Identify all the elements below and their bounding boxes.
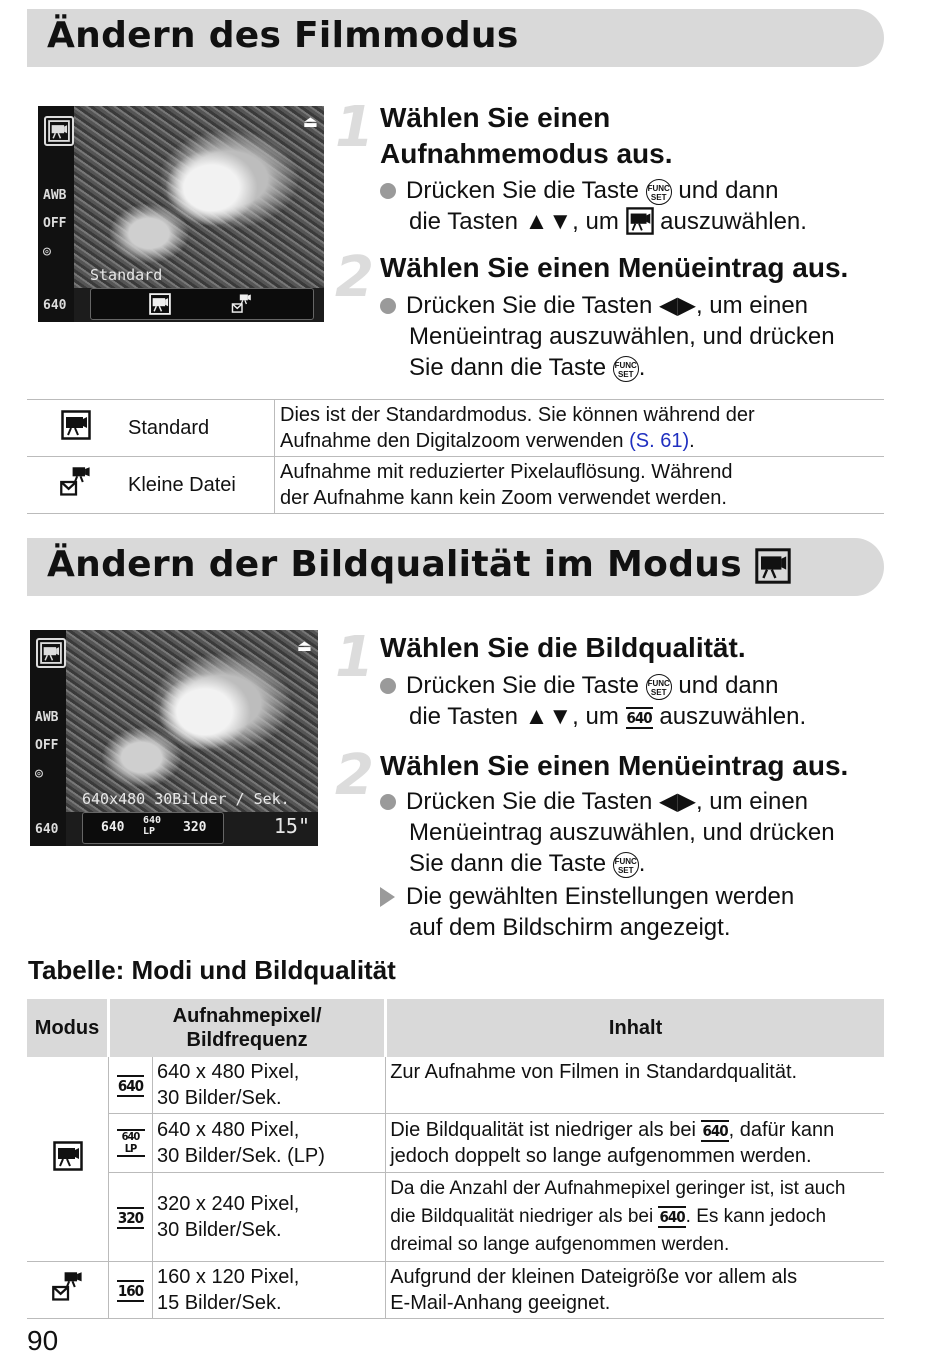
step1-title: Wählen Sie die Bildqualität. — [380, 632, 746, 663]
content-cell: Zur Aufnahme von Filmen in Standardqualität. — [386, 1057, 884, 1114]
quality-320-option: 320 — [183, 820, 207, 835]
content-cell: Aufgrund der kleinen Dateigröße vor allem als E-Mail-Anhang geeignet. — [386, 1262, 884, 1319]
awb-icon: AWB — [43, 188, 67, 203]
table-row — [27, 1114, 884, 1173]
movie-small-file-icon — [51, 1270, 85, 1304]
page-number: 90 — [27, 1325, 59, 1356]
step-number: 2 — [335, 743, 374, 808]
bullet-icon — [380, 794, 396, 810]
table-row — [27, 1057, 884, 1114]
header-pixels: Aufnahmepixel/ Bildfrequenz — [109, 999, 386, 1057]
step-number: 2 — [335, 245, 374, 310]
section-title: Ändern der Bildqualität im Modus — [47, 544, 791, 585]
step-number: 1 — [335, 95, 374, 160]
section-title: Ändern des Filmmodus — [47, 15, 519, 56]
awb-icon: AWB — [35, 710, 59, 725]
quality-640lp-icon: 640 LP — [117, 1129, 145, 1157]
movie-small-file-icon — [59, 465, 93, 499]
quality-640-icon: 640 — [659, 1207, 685, 1226]
quality-640-icon: 640 — [35, 822, 59, 837]
flash-off-icon: OFF — [35, 738, 59, 753]
section-header-film-mode — [27, 9, 884, 67]
dog-photo — [74, 106, 324, 288]
screen-sidebar — [38, 106, 74, 322]
quality-640-icon: 640 — [702, 1121, 728, 1140]
quality-640lp-option: 640 LP — [143, 815, 162, 837]
table-title: Tabelle: Modi und Bildqualität — [28, 955, 396, 985]
metering-icon: ◎ — [35, 766, 43, 781]
table-row — [27, 1262, 884, 1319]
quality-320-icon: 320 — [117, 1208, 144, 1227]
header-content: Inhalt — [386, 999, 884, 1057]
screen-caption: Standard — [90, 266, 163, 284]
pixel-rate: 160 x 120 Pixel, 15 Bilder/Sek. — [153, 1262, 386, 1319]
camera-screen-film-mode — [38, 106, 324, 322]
pixel-rate: 640 x 480 Pixel, 30 Bilder/Sek. — [153, 1057, 386, 1114]
table-row — [27, 457, 884, 514]
remaining-time: 15" — [273, 814, 310, 838]
header-mode: Modus — [27, 999, 109, 1057]
modes-quality-table — [27, 999, 884, 1319]
film-mode-table — [27, 399, 884, 514]
content-cell: Da die Anzahl der Aufnahmepixel geringer ist, ist auch die Bildqualität niedriger als bei 640. Es kann jedoch dreimal so lange aufgenommen werden. — [386, 1173, 884, 1262]
screen-sidebar — [30, 630, 66, 846]
step2-instruction: Drücken Sie die Tasten ◀▶, um einen Menüeintrag auszuwählen, und drücken Sie dann die Taste FUNC SET . — [380, 290, 835, 383]
step1-instruction: Drücken Sie die Taste FUNC SET und dann die Tasten ▲▼, um auszuwählen. — [380, 175, 807, 237]
table-row — [27, 400, 884, 457]
pixel-rate: 640 x 480 Pixel, 30 Bilder/Sek. (LP) — [153, 1114, 386, 1173]
mode-name: Standard — [124, 400, 275, 457]
movie-small-option-icon — [231, 293, 253, 315]
mode-description: Aufnahme mit reduzierter Pixelauflösung. Während der Aufnahme kann kein Zoom verwendet werden. — [275, 457, 885, 514]
func-set-button-icon: FUNC SET — [646, 179, 672, 205]
movie-mode-icon — [36, 638, 66, 668]
table-row — [27, 1173, 884, 1262]
step2-title: Wählen Sie einen Menüeintrag aus. — [380, 750, 849, 781]
flash-off-icon: OFF — [43, 216, 67, 231]
movie-mode-icon — [44, 116, 74, 146]
page-link[interactable]: (S. 61) — [629, 430, 690, 452]
section-header-image-quality — [27, 538, 884, 596]
screen-caption: 640x480 30Bilder / Sek. — [82, 790, 290, 808]
bullet-icon — [380, 298, 396, 314]
mode-options-bar — [90, 288, 314, 320]
step2-result: Die gewählten Einstellungen werden auf dem Bildschirm angezeigt. — [380, 881, 794, 943]
movie-standard-icon — [626, 207, 654, 235]
movie-standard-icon — [61, 410, 91, 440]
func-set-button-icon: FUNC SET — [613, 356, 639, 382]
result-arrow-icon — [380, 887, 395, 907]
func-set-button-icon: FUNC SET — [646, 674, 672, 700]
quality-640-icon: 640 — [117, 1076, 144, 1095]
quality-160-icon: 160 — [117, 1281, 144, 1300]
func-set-button-icon: FUNC SET — [613, 852, 639, 878]
camera-screen-quality — [30, 630, 318, 846]
movie-standard-icon — [53, 1141, 83, 1171]
mode-name: Kleine Datei — [124, 457, 275, 514]
step2-instruction: Drücken Sie die Tasten ◀▶, um einen Menüeintrag auszuwählen, und drücken Sie dann die Taste FUNC SET . — [380, 786, 835, 879]
step2-title: Wählen Sie einen Menüeintrag aus. — [380, 252, 849, 283]
quality-640-icon: 640 — [626, 708, 652, 727]
quality-options-bar — [82, 812, 224, 844]
bullet-icon — [380, 183, 396, 199]
metering-icon: ◎ — [43, 244, 51, 259]
lock-icon: ⏏ — [302, 114, 318, 131]
step-number: 1 — [335, 625, 374, 690]
movie-standard-option-icon — [149, 293, 171, 315]
dog-photo — [66, 630, 318, 812]
mode-description: Dies ist der Standardmodus. Sie können während der Aufnahme den Digitalzoom verwenden (S. 61). — [275, 400, 885, 457]
movie-mode-icon — [755, 548, 791, 584]
bullet-icon — [380, 678, 396, 694]
step1-title: Wählen Sie einen Aufnahmemodus aus. — [380, 102, 673, 169]
pixel-rate: 320 x 240 Pixel, 30 Bilder/Sek. — [153, 1173, 386, 1262]
content-cell: Die Bildqualität ist niedriger als bei 640, dafür kann jedoch doppelt so lange aufgenommen werden. — [386, 1114, 884, 1173]
step1-instruction: Drücken Sie die Taste FUNC SET und dann die Tasten ▲▼, um 640 auszuwählen. — [380, 670, 806, 732]
table-header-row — [27, 999, 884, 1057]
lock-icon: ⏏ — [296, 638, 312, 655]
quality-640-icon: 640 — [43, 298, 67, 313]
quality-640-option: 640 — [101, 820, 125, 835]
